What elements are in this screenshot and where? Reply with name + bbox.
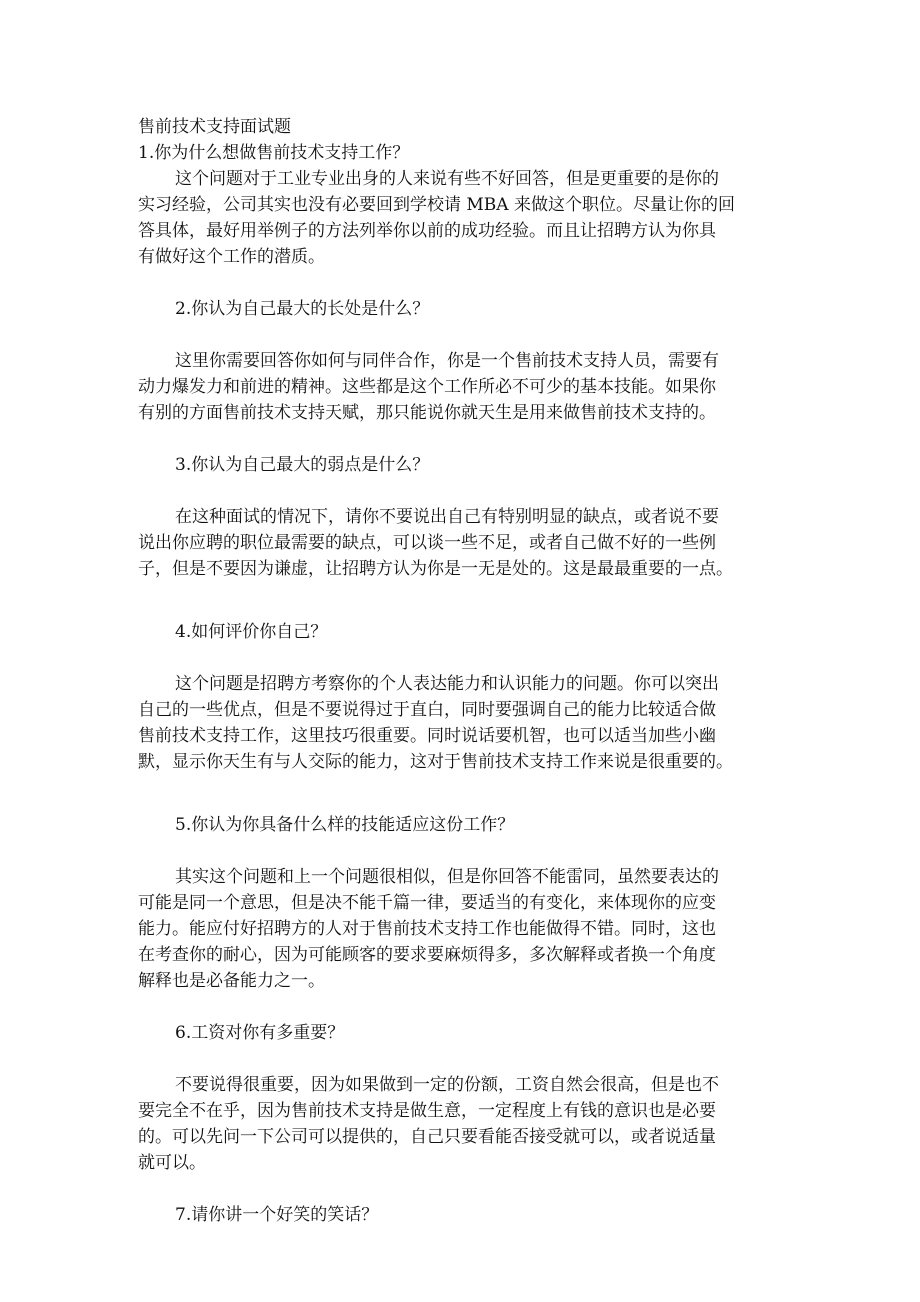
answer-6-line: 的。可以先问一下公司可以提供的，自己只要看能否接受就可以，或者说适量 xyxy=(138,1127,716,1147)
answer-3-line: 子，但是不要因为谦虚，让招聘方认为你是一无是处的。这是最最重要的一点。 xyxy=(138,559,733,579)
answer-5-line: 能力。能应付好招聘方的人对于售前技术支持工作也能做得不错。同时，这也 xyxy=(138,919,716,939)
question-1: 1.你为什么想做售前技术支持工作？ xyxy=(138,143,410,163)
answer-3-line: 在这种面试的情况下，请你不要说出自己有特别明显的缺点，或者说不要 xyxy=(175,507,719,527)
answer-6-line: 要完全不在乎，因为售前技术支持是做生意，一定程度上有钱的意识也是必要 xyxy=(138,1101,716,1121)
answer-4-line: 这个问题是招聘方考察你的个人表达能力和认识能力的问题。你可以突出 xyxy=(175,674,719,694)
answer-2-line: 动力爆发力和前进的精神。这些都是这个工作所必不可少的基本技能。如果你 xyxy=(138,377,716,397)
answer-5-line: 其实这个问题和上一个问题很相似，但是你回答不能雷同，虽然要表达的 xyxy=(175,867,719,887)
answer-5-line: 在考查你的耐心，因为可能顾客的要求要麻烦得多，多次解释或者换一个角度 xyxy=(138,945,716,965)
question-4: 4.如何评价你自己？ xyxy=(175,622,328,642)
answer-5-line: 可能是同一个意思，但是决不能千篇一律，要适当的有变化，来体现你的应变 xyxy=(138,893,716,913)
answer-1-line: 有做好这个工作的潜质。 xyxy=(138,247,325,267)
answer-2-line: 这里你需要回答你如何与同伴合作，你是一个售前技术支持人员，需要有 xyxy=(175,351,719,371)
answer-4-line: 默，显示你天生有与人交际的能力，这对于售前技术支持工作来说是很重要的。 xyxy=(138,752,733,772)
answer-2-line: 有别的方面售前技术支持天赋，那只能说你就天生是用来做售前技术支持的。 xyxy=(138,403,716,423)
document-title: 售前技术支持面试题 xyxy=(138,117,291,137)
answer-4-line: 售前技术支持工作，这里技巧很重要。同时说话要机智，也可以适当加些小幽 xyxy=(138,726,716,746)
answer-1-line: 这个问题对于工业专业出身的人来说有些不好回答，但是更重要的是你的 xyxy=(175,169,719,189)
question-6: 6.工资对你有多重要？ xyxy=(175,1023,345,1043)
question-7: 7.请你讲一个好笑的笑话？ xyxy=(175,1205,379,1225)
answer-5-line: 解释也是必备能力之一。 xyxy=(138,971,325,991)
answer-1-line: 实习经验，公司其实也没有必要回到学校请 MBA 来做这个职位。尽量让你的回 xyxy=(138,195,735,215)
question-3: 3.你认为自己最大的弱点是什么？ xyxy=(175,455,430,475)
answer-6-line: 就可以。 xyxy=(138,1153,206,1173)
answer-6-line: 不要说得很重要，因为如果做到一定的份额，工资自然会很高，但是也不 xyxy=(175,1075,719,1095)
answer-1-line: 答具体，最好用举例子的方法列举你以前的成功经验。而且让招聘方认为你具 xyxy=(138,221,716,241)
question-5: 5.你认为你具备什么样的技能适应这份工作？ xyxy=(175,815,515,835)
question-2: 2.你认为自己最大的长处是什么？ xyxy=(175,299,430,319)
answer-4-line: 自己的一些优点，但是不要说得过于直白，同时要强调自己的能力比较适合做 xyxy=(138,700,716,720)
answer-3-line: 说出你应聘的职位最需要的缺点，可以谈一些不足，或者自己做不好的一些例 xyxy=(138,533,716,553)
